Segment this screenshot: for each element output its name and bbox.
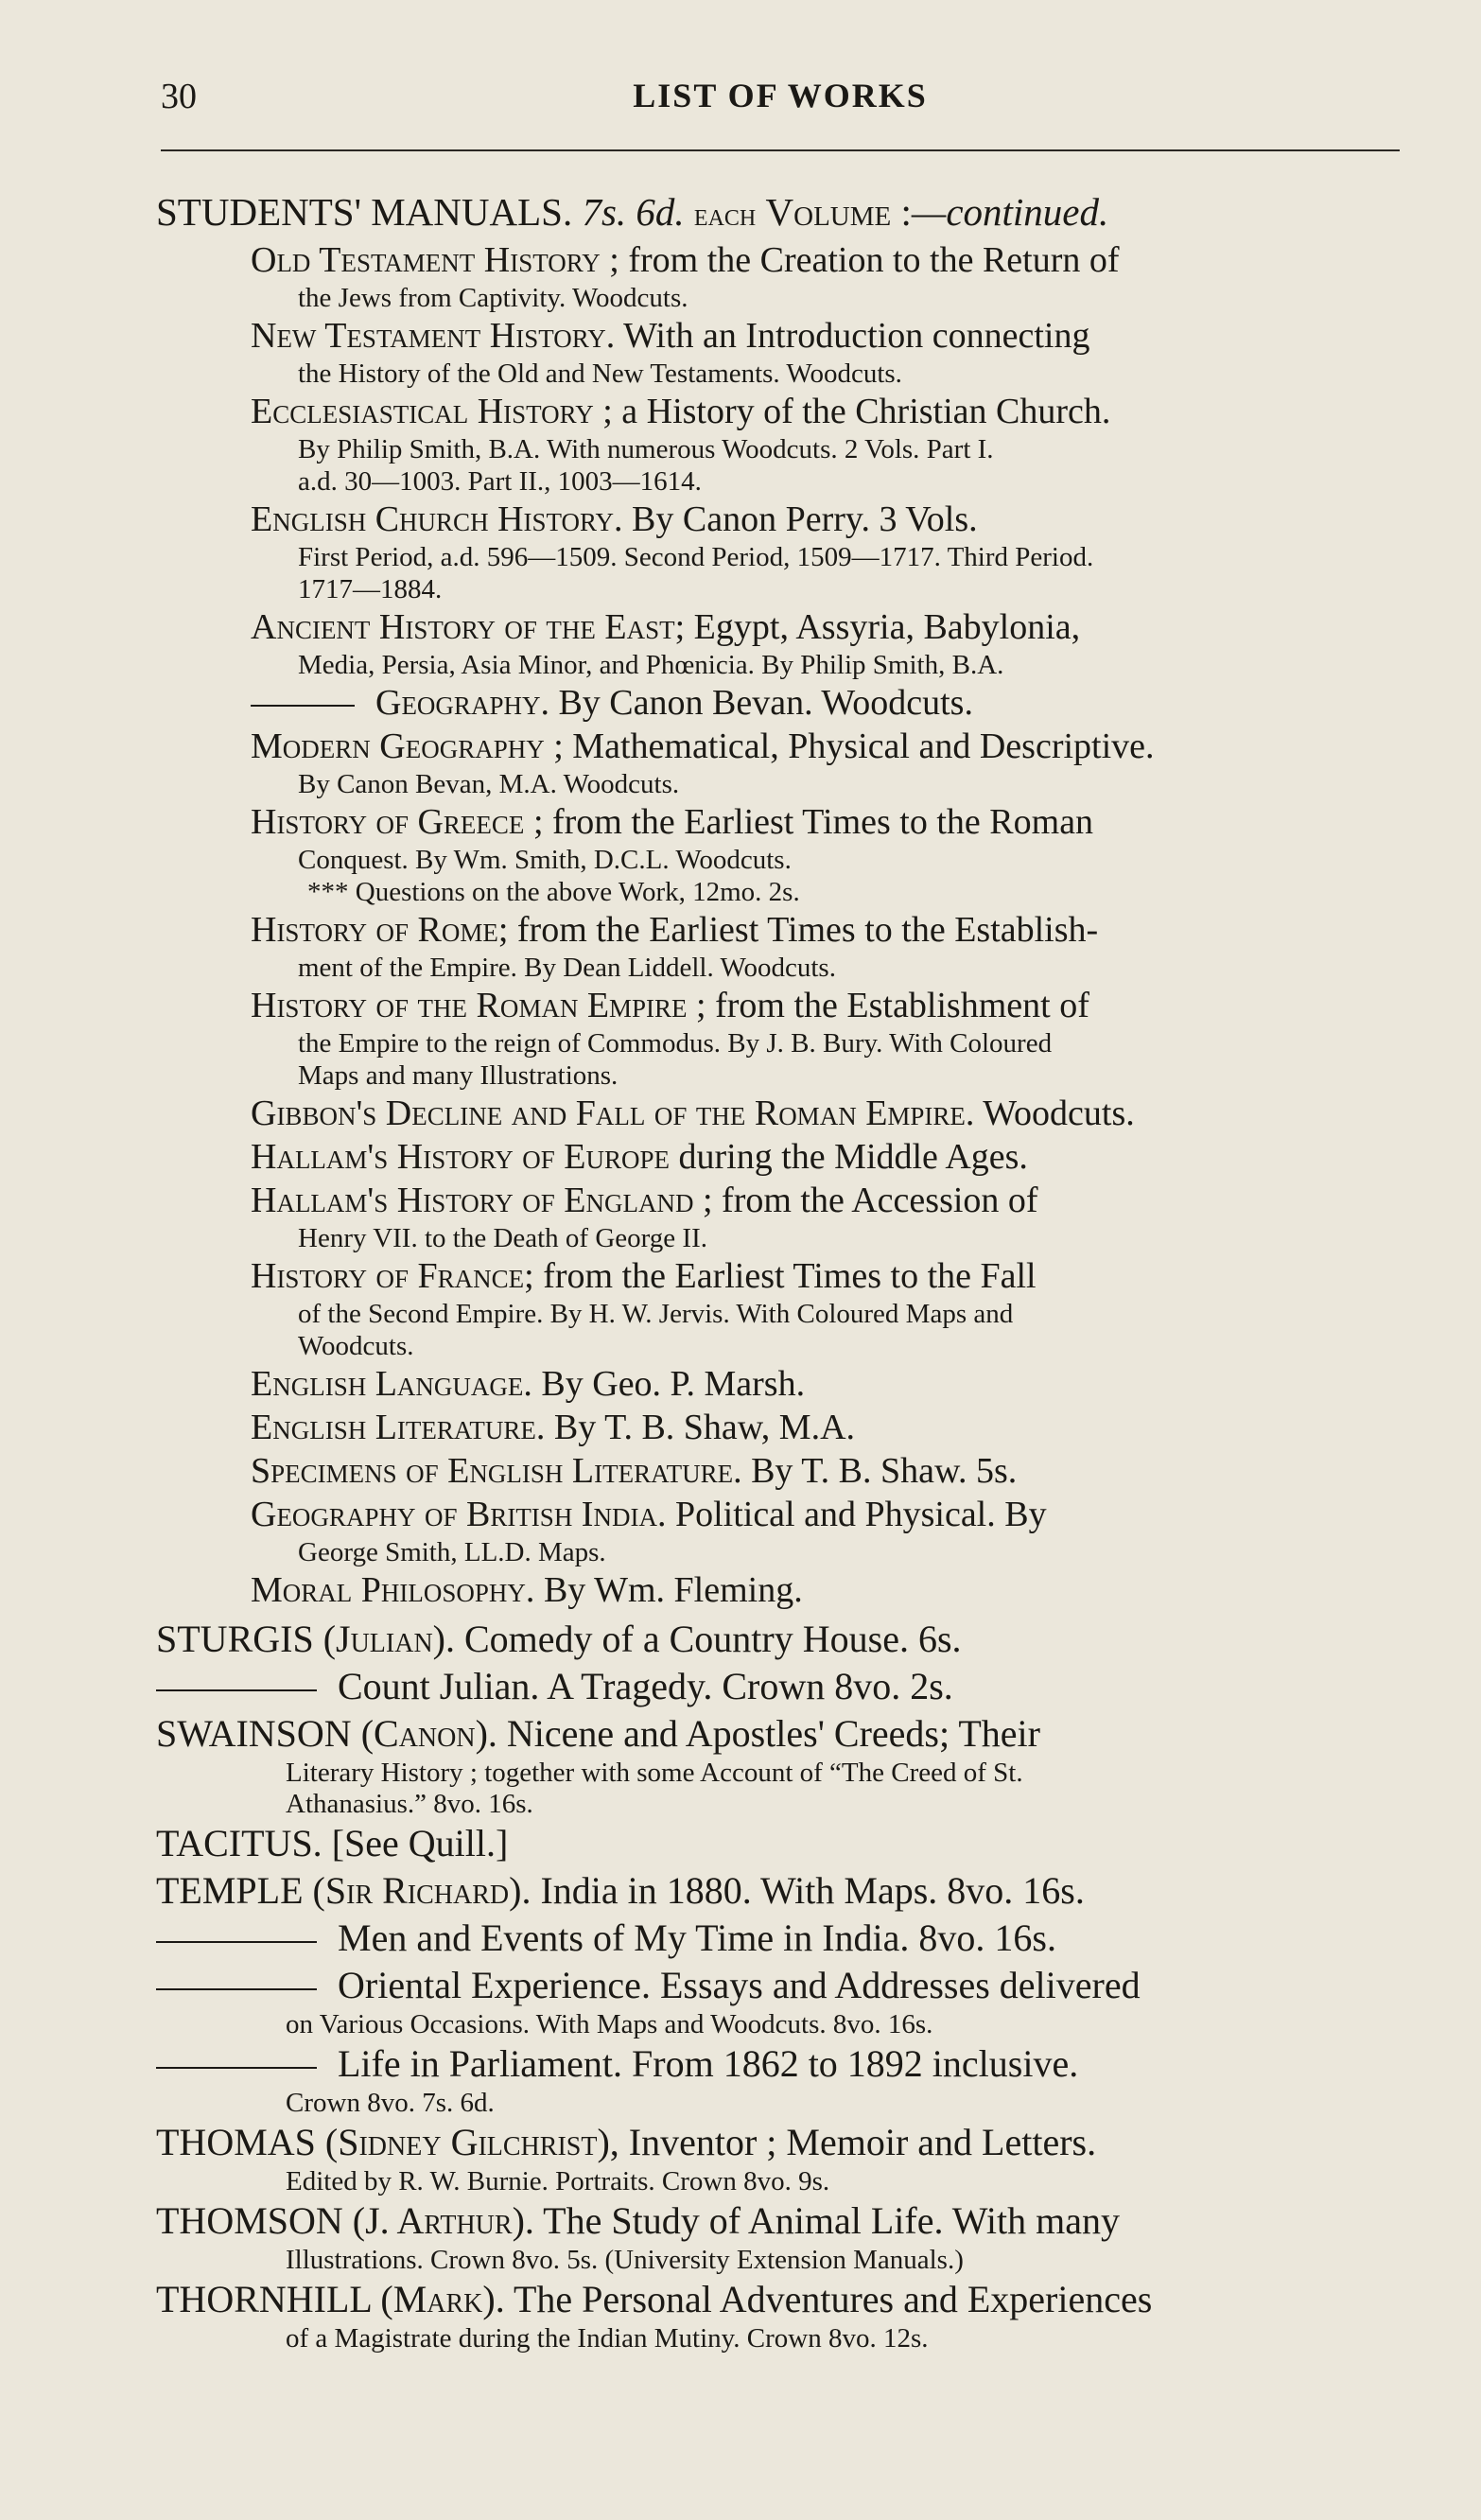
authors-list: [156, 1616, 1406, 2354]
author-entry-line: [156, 1915, 1406, 1962]
manual-entry-line: [251, 908, 1406, 952]
ditto-dash: [156, 1941, 317, 1943]
manual-entry-line: [251, 725, 1406, 768]
author-entry: [156, 1962, 1406, 2040]
manual-title: History of Rome: [251, 910, 498, 950]
manual-entry-line: [251, 1568, 1406, 1612]
manual-entry-line: [251, 498, 1406, 541]
work-title: Oriental Experience. Essays and Addresses delivered: [338, 1964, 1141, 2006]
author-name: TEMPLE: [156, 1869, 304, 1912]
work-detail: Athanasius.” 8vo. 16s.: [286, 1789, 533, 1819]
manual-description: By T. B. Shaw. 5s.: [741, 1451, 1018, 1491]
work-title: Nicene and Apostles' Creeds; Their: [497, 1712, 1040, 1755]
manual-title: History of France: [251, 1256, 525, 1296]
author-entry: [156, 1867, 1406, 1915]
manual-entry-line: [251, 1493, 1406, 1536]
manual-entry-line: [251, 1092, 1406, 1135]
manual-entry: [251, 1406, 1406, 1449]
manual-entry-line: [251, 1254, 1406, 1298]
series-volume: Volume :: [765, 190, 912, 234]
manual-entry: [251, 1568, 1406, 1612]
manual-entry: [251, 908, 1406, 984]
manual-description: By Wm. Fleming.: [534, 1570, 803, 1610]
manual-title: History of Greece: [251, 802, 525, 842]
author-name: THOMSON: [156, 2199, 343, 2242]
author-entry: [156, 1616, 1406, 1663]
manual-entry: [251, 1179, 1406, 1254]
manual-detail: a.d. 30—1003. Part II., 1003—1614.: [298, 466, 702, 497]
author-name: THORNHILL: [156, 2278, 372, 2320]
author-qualifier: (Julian).: [322, 1618, 455, 1660]
manual-title: Geography.: [375, 683, 549, 723]
manual-detail: of the Second Empire. By H. W. Jervis. With Coloured Maps and: [298, 1299, 1014, 1329]
series-name: STUDENTS' MANUALS.: [156, 190, 573, 234]
manual-entry-line: [251, 1135, 1406, 1179]
manual-entry: [251, 1493, 1406, 1568]
manual-entry-line: [251, 1179, 1406, 1222]
author-entry-line: [156, 2119, 1406, 2166]
manual-entry-line: [251, 1449, 1406, 1493]
manual-detail: the Empire to the reign of Commodus. By J. B. Bury. With Coloured: [298, 1028, 1053, 1059]
manual-entry: [251, 681, 1406, 725]
manual-title: Ancient History of the East: [251, 607, 675, 647]
manual-detail: Woodcuts.: [298, 1331, 414, 1361]
author-entry: [156, 2040, 1406, 2119]
manual-entry: [251, 390, 1406, 498]
manual-title: English Language.: [251, 1364, 532, 1404]
work-detail: on Various Occasions. With Maps and Woodcuts. 8vo. 16s.: [286, 2009, 933, 2039]
manual-entry-line: [251, 314, 1406, 358]
manual-detail: Maps and many Illustrations.: [298, 1060, 619, 1091]
manual-entry: [251, 1362, 1406, 1406]
manual-description: ; from the Creation to the Return of: [600, 240, 1120, 280]
manual-detail: Henry VII. to the Death of George II.: [298, 1223, 707, 1253]
running-header: [161, 76, 1400, 132]
author-entry-line: [156, 2197, 1406, 2245]
author-entry-line: [156, 2276, 1406, 2323]
manual-detail: First Period, a.d. 596—1509. Second Period, 1509—1717. Third Period.: [298, 542, 1094, 572]
work-detail: Literary History ; together with some Account of “The Creed of St.: [286, 1758, 1023, 1788]
manual-description: ; from the Accession of: [693, 1181, 1038, 1220]
author-entry-line: [156, 1867, 1406, 1915]
author-name: THOMAS: [156, 2121, 316, 2163]
series-price: 7s. 6d.: [582, 190, 685, 234]
author-qualifier: (J. Arthur).: [352, 2199, 534, 2242]
author-qualifier: (Canon).: [360, 1712, 497, 1755]
author-entry: [156, 2119, 1406, 2197]
ditto-dash: [156, 2067, 317, 2069]
manual-entry: [251, 314, 1406, 390]
work-detail: Crown 8vo. 7s. 6d.: [286, 2088, 495, 2118]
manual-description: during the Middle Ages.: [670, 1137, 1028, 1177]
author-entry: [156, 1663, 1406, 1710]
manual-title: English Literature.: [251, 1408, 546, 1447]
manual-entry: [251, 1449, 1406, 1493]
manual-detail: George Smith, LL.D. Maps.: [298, 1537, 606, 1567]
manual-note: *** Questions on the above Work, 12mo. 2s.: [307, 877, 800, 907]
manual-title: Moral Philosophy.: [251, 1570, 535, 1610]
author-entry: [156, 1820, 1406, 1867]
work-detail: Illustrations. Crown 8vo. 5s. (University Extension Manuals.): [286, 2245, 964, 2275]
catalogue-body: [156, 189, 1406, 2354]
page-number: 30: [161, 77, 197, 116]
manual-entry: [251, 238, 1406, 314]
manual-detail: By Canon Bevan, M.A. Woodcuts.: [298, 769, 680, 799]
manual-description: By Canon Bevan. Woodcuts.: [549, 683, 973, 723]
series-each: each: [693, 198, 757, 233]
manual-entry-line: [251, 390, 1406, 433]
manual-title: Geography of British India.: [251, 1495, 667, 1534]
series-continued: —continued.: [911, 190, 1109, 234]
author-name: TACITUS.: [156, 1822, 322, 1864]
work-title: [See Quill.]: [322, 1822, 509, 1864]
manual-entry-line: [251, 238, 1406, 282]
manual-title: English Church History.: [251, 499, 623, 539]
work-title: The Personal Adventures and Experiences: [504, 2278, 1153, 2320]
work-title: India in 1880. With Maps. 8vo. 16s.: [531, 1869, 1085, 1912]
manual-entry-line: [251, 605, 1406, 649]
author-entry-line: [156, 1663, 1406, 1710]
running-title: LIST OF WORKS: [633, 77, 928, 114]
work-title: Life in Parliament. From 1862 to 1892 inclusive.: [338, 2042, 1079, 2085]
manual-entry-line: [251, 681, 1406, 725]
author-name: STURGIS: [156, 1618, 314, 1660]
author-entry-line: [156, 1820, 1406, 1867]
manual-description: ; a History of the Christian Church.: [593, 392, 1111, 431]
work-title: Comedy of a Country House. 6s.: [455, 1618, 962, 1660]
manual-description: With an Introduction connecting: [615, 316, 1090, 356]
manual-entry: [251, 1092, 1406, 1135]
manual-detail: Media, Persia, Asia Minor, and Phœnicia. By Philip Smith, B.A.: [298, 650, 1004, 680]
manual-detail: Conquest. By Wm. Smith, D.C.L. Woodcuts.: [298, 845, 792, 875]
manual-description: By Canon Perry. 3 Vols.: [622, 499, 978, 539]
author-entry: [156, 2197, 1406, 2276]
author-entry-line: [156, 1710, 1406, 1758]
manual-description: Woodcuts.: [974, 1094, 1135, 1133]
author-qualifier: (Sidney Gilchrist),: [324, 2121, 619, 2163]
manual-description: By Geo. P. Marsh.: [531, 1364, 806, 1404]
manual-detail: the Jews from Captivity. Woodcuts.: [298, 283, 688, 313]
manual-detail: By Philip Smith, B.A. With numerous Woodcuts. 2 Vols. Part I.: [298, 434, 994, 464]
author-entry: [156, 1915, 1406, 1962]
author-name: SWAINSON: [156, 1712, 352, 1755]
author-entry-line: [156, 1616, 1406, 1663]
manual-entry: [251, 725, 1406, 800]
manual-title: Hallam's History of Europe: [251, 1137, 671, 1177]
manual-description: ; from the Earliest Times to the Roman: [524, 802, 1094, 842]
author-entry: [156, 1710, 1406, 1820]
manual-description: ; from the Earliest Times to the Establish-: [497, 910, 1099, 950]
manual-description: ; from the Establishment of: [687, 986, 1089, 1025]
author-qualifier: (Mark).: [380, 2278, 505, 2320]
manual-entry-line: [251, 1362, 1406, 1406]
work-detail: Edited by R. W. Burnie. Portraits. Crown 8vo. 9s.: [286, 2166, 830, 2196]
manual-entry: [251, 498, 1406, 605]
work-title: Men and Events of My Time in India. 8vo. 16s.: [338, 1916, 1056, 1959]
students-manuals-heading: [156, 189, 1406, 238]
manual-title: Modern Geography: [251, 726, 545, 766]
manual-title: Ecclesiastical History: [251, 392, 594, 431]
manual-entry: [251, 800, 1406, 908]
manual-title: Specimens of English Literature.: [251, 1451, 742, 1491]
work-title: Count Julian. A Tragedy. Crown 8vo. 2s.: [338, 1665, 953, 1707]
author-qualifier: (Sir Richard).: [312, 1869, 531, 1912]
manual-detail: the History of the Old and New Testaments. Woodcuts.: [298, 359, 902, 389]
ditto-dash: [156, 1689, 317, 1691]
manual-title: Old Testament History: [251, 240, 601, 280]
manuals-list: [156, 238, 1406, 1612]
ditto-dash: [251, 705, 355, 707]
work-title: The Study of Animal Life. With many: [533, 2199, 1120, 2242]
manual-title: Gibbon's Decline and Fall of the Roman Empire.: [251, 1094, 975, 1133]
ditto-dash: [156, 1988, 317, 1990]
manual-detail: ment of the Empire. By Dean Liddell. Woodcuts.: [298, 953, 836, 983]
work-title: Inventor ; Memoir and Letters.: [619, 2121, 1097, 2163]
manual-entry-line: [251, 800, 1406, 844]
manual-entry: [251, 605, 1406, 681]
manual-title: History of the Roman Empire: [251, 986, 688, 1025]
manual-detail: 1717—1884.: [298, 574, 443, 604]
manual-description: By T. B. Shaw, M.A.: [545, 1408, 856, 1447]
author-entry: [156, 2276, 1406, 2354]
manual-entry-line: [251, 984, 1406, 1027]
manual-description: ; Egypt, Assyria, Babylonia,: [674, 607, 1081, 647]
manual-description: ; Mathematical, Physical and Descriptive.: [544, 726, 1155, 766]
header-rule: [161, 149, 1400, 151]
author-entry-line: [156, 1962, 1406, 2009]
work-detail: of a Magistrate during the Indian Mutiny. Crown 8vo. 12s.: [286, 2323, 929, 2354]
manual-title: New Testament History.: [251, 316, 616, 356]
manual-entry-line: [251, 1406, 1406, 1449]
manual-description: ; from the Earliest Times to the Fall: [524, 1256, 1037, 1296]
manual-entry: [251, 984, 1406, 1092]
manual-entry: [251, 1254, 1406, 1362]
manual-description: Political and Physical. By: [666, 1495, 1047, 1534]
author-entry-line: [156, 2040, 1406, 2088]
manual-entry: [251, 1135, 1406, 1179]
manual-title: Hallam's History of England: [251, 1181, 694, 1220]
